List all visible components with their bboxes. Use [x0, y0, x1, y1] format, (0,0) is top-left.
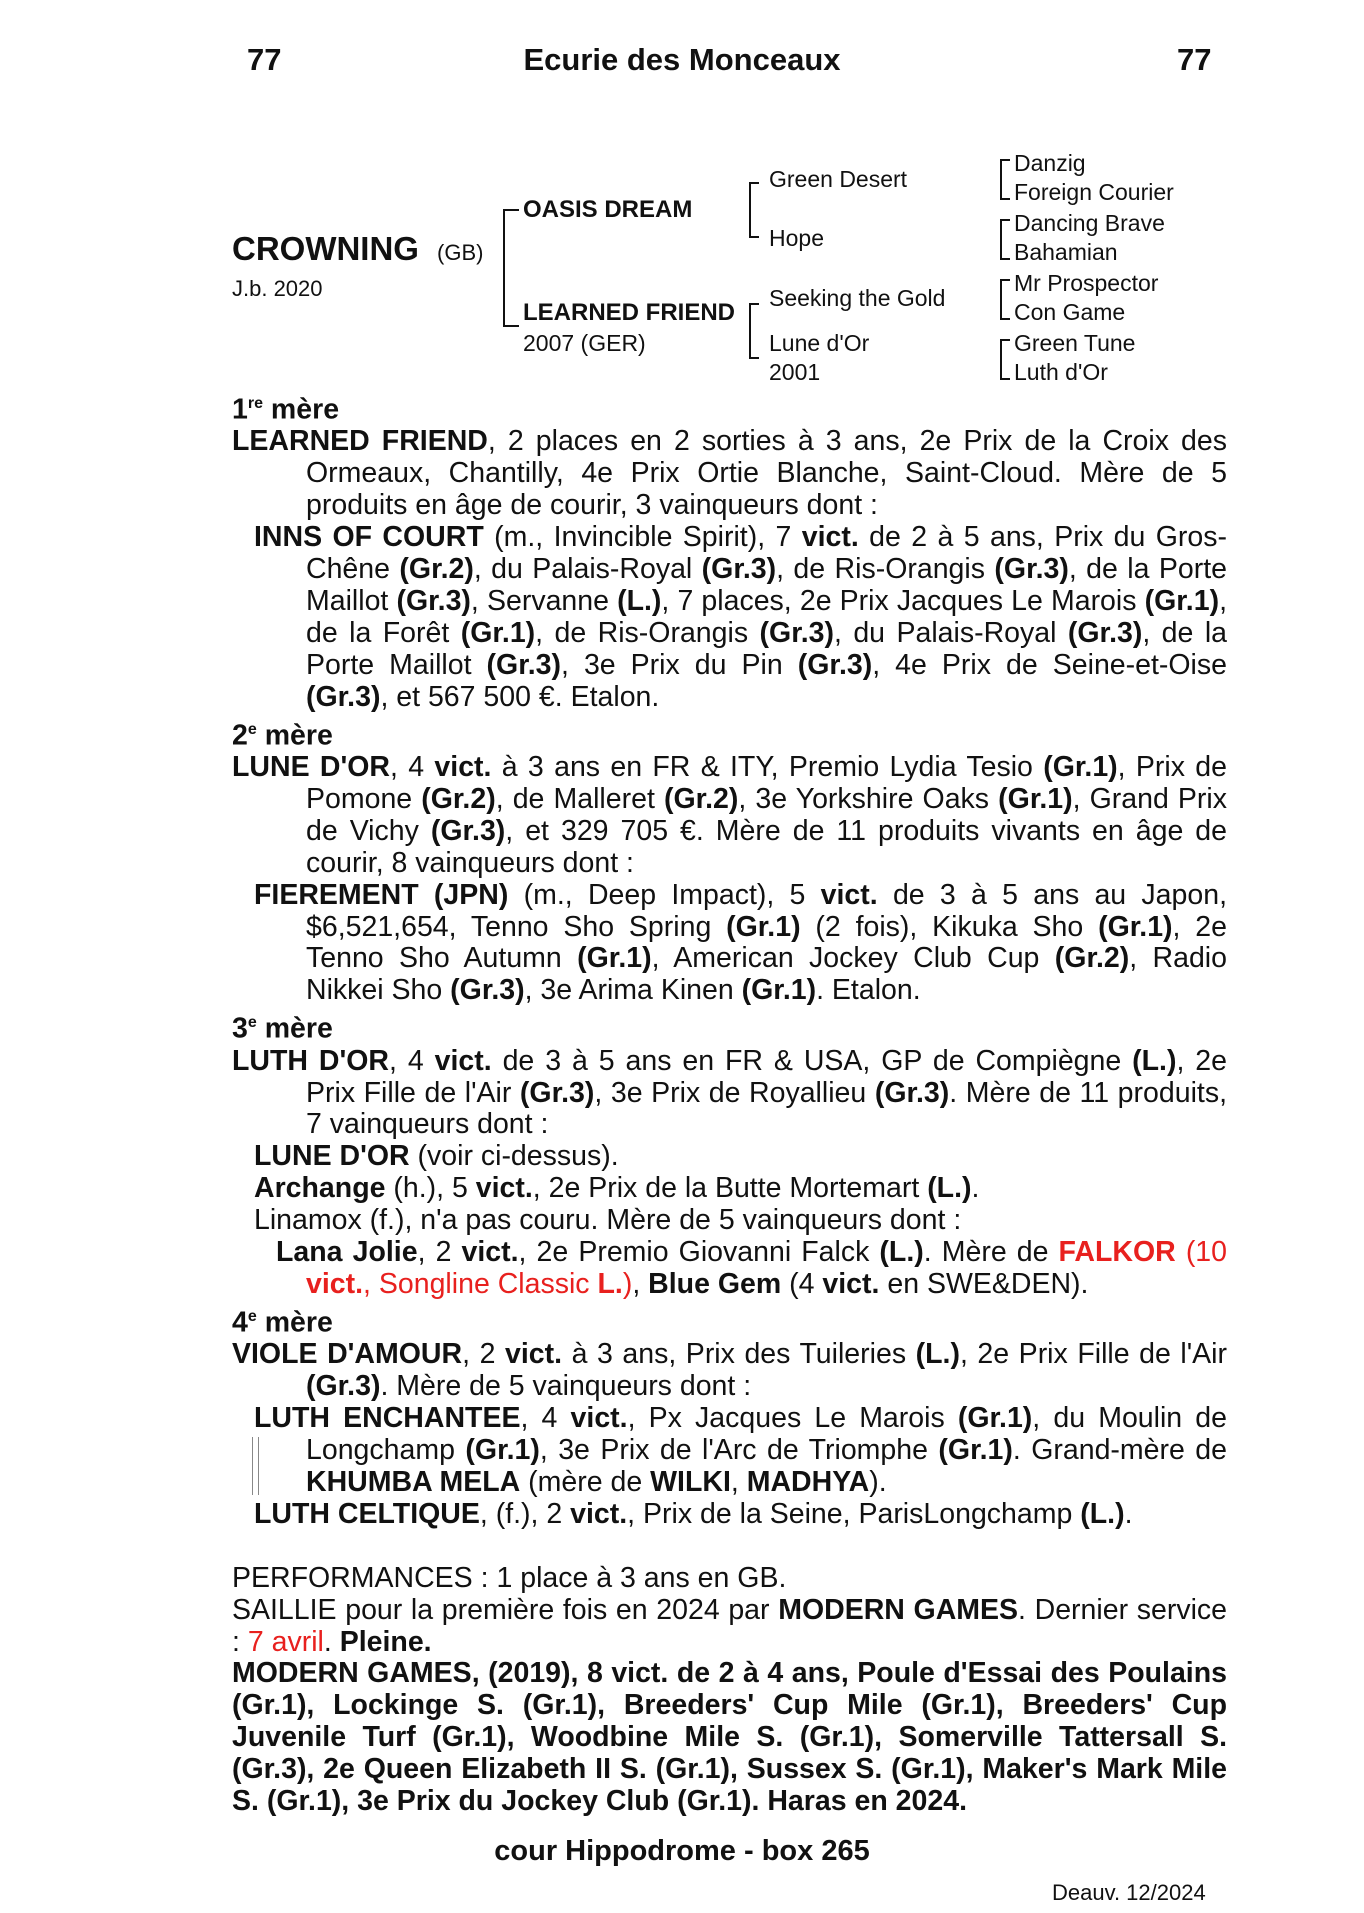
dam-name: LEARNED FRIEND [232, 425, 488, 458]
produce-entry: Archange (h.), 5 vict., 2e Prix de la Butte Mortemart (L.). [254, 1172, 980, 1205]
dam-paragraph: LUTH D'OR, 4 vict. de 3 à 5 ans en FR & USA, GP de Compiègne (L.), 2e Prix Fille de l'Air (Gr.3), 3e Prix de Royallieu (Gr.3). Mère de 11 produits, 7 vainqueurs dont : [232, 1044, 1227, 1141]
pedigree-gen2: Lune d'Or [769, 330, 870, 356]
horse-name: CROWNING [232, 230, 419, 267]
dam-paragraph: VIOLE D'AMOUR, 2 vict. à 3 ans, Prix des Tuileries (L.), 2e Prix Fille de l'Air (Gr.3). Mère de 5 vainqueurs dont : [232, 1338, 1227, 1403]
page-title: Ecurie des Monceaux [523, 42, 841, 77]
pedigree-bracket-1 [503, 209, 519, 327]
pedigree-gen3: Foreign Courier [1014, 179, 1174, 205]
stall-location: cour Hippodrome - box 265 [494, 1835, 870, 1867]
stallion-record: MODERN GAMES, (2019), 8 vict. de 2 à 4 ans, Poule d'Essai des Poulains (Gr.1), Lockinge S. (Gr.1), Breeders' Cup Mile (Gr.1), Breeders' Cup Juvenile Turf (Gr.1), Woodbine Mile S. (Gr.1), Somerville Tattersall S. (Gr.3), 2e Queen Elizabeth II S. (Gr.1), Sussex S. (Gr.1), Maker's Mark Mile S. (Gr.1), 3e Prix du Jockey Club (Gr.1). Haras en 2024. [232, 1657, 1227, 1818]
pedigree-gen3: Luth d'Or [1014, 359, 1108, 385]
pedigree-bracket-3 [1000, 159, 1010, 200]
section-heading-3: 3e mère [232, 1012, 333, 1045]
lot-number-left: 77 [247, 42, 282, 77]
horse-country: (GB) [437, 240, 484, 265]
pedigree-gen3: Danzig [1014, 150, 1086, 176]
produce-entry: FIEREMENT (JPN) (m., Deep Impact), 5 vict. de 3 à 5 ans au Japon, $6,521,654, Tenno Sho Spring (Gr.1) (2 fois), Kikuka Sho (Gr.1), 2e Tenno Sho Autumn (Gr.1), American Jockey Club Cup (Gr.2), Radio Nikkei Sho (Gr.3), 3e Arima Kinen (Gr.1). Etalon. [254, 878, 1227, 1007]
produce-entry: INNS OF COURT (m., Invincible Spirit), 7 vict. de 2 à 5 ans, Prix du Gros-Chêne (Gr.2), du Palais-Royal (Gr.3), de Ris-Orangis (Gr.3), de la Porte Maillot (Gr.3), Servanne (L.), 7 places, 2e Prix Jacques Le Marois (Gr.1), de la Forêt (Gr.1), de Ris-Orangis (Gr.3), du Palais-Royal (Gr.3), de la Porte Maillot (Gr.3), 3e Prix du Pin (Gr.3), 4e Prix de Seine-et-Oise (Gr.3), et 567 500 €. Etalon. [254, 521, 1228, 713]
performances: PERFORMANCES : 1 place à 3 ans en GB. [232, 1561, 787, 1594]
dam-info: 2007 (GER) [523, 330, 646, 356]
produce-entry: Lana Jolie, 2 vict., 2e Premio Giovanni Falck (L.). Mère de FALKOR (10 vict., Songline Classic L.), Blue Gem (4 vict. en SWE&DEN). [276, 1236, 1228, 1300]
dam-paragraph: LUNE D'OR, 4 vict. à 3 ans en FR & ITY, Premio Lydia Tesio (Gr.1), Prix de Pomone (Gr.2), de Malleret (Gr.2), 3e Yorkshire Oaks (Gr.1), Grand Prix de Vichy (Gr.3), et 329 705 €. Mère de 11 produits vivants en âge de courir, 8 vainqueurs dont : [232, 750, 1228, 879]
pedigree-gen3: Bahamian [1014, 239, 1118, 265]
pedigree-gen3: Mr Prospector [1014, 270, 1159, 296]
dam-paragraph: LEARNED FRIEND, 2 places en 2 sorties à 3 ans, 2e Prix de la Croix des Ormeaux, Chantilly, 4e Prix Ortie Blanche, Saint-Cloud. Mère de 5 produits en âge de courir, 3 vainqueurs dont : [232, 425, 1227, 522]
saillie: SAILLIE pour la première fois en 2024 par MODERN GAMES. Dernier service : 7 avril. Pleine. [232, 1593, 1228, 1658]
dam-name: LEARNED FRIEND [523, 299, 736, 326]
pedigree-gen2: Hope [769, 225, 824, 251]
pedigree-gen2: Green Desert [769, 166, 908, 192]
section-heading-2: 2e mère [232, 719, 333, 752]
margin-mark [252, 1437, 259, 1495]
section-heading-4: 4e mère [232, 1306, 333, 1339]
section-heading-1: 1re mère [232, 393, 340, 426]
pedigree-gen2-note: 2001 [769, 359, 821, 385]
catalogue-body [232, 388, 1227, 1818]
sire-name: OASIS DREAM [523, 196, 693, 223]
pedigree-gen3: Con Game [1014, 299, 1126, 325]
pedigree-gen3: Dancing Brave [1014, 210, 1165, 236]
highlight-falkor: FALKOR [1058, 1236, 1176, 1269]
pedigree-gen2: Seeking the Gold [769, 285, 946, 311]
horse-desc: J.b. 2020 [232, 276, 323, 301]
pedigree-bracket-3 [1000, 219, 1010, 260]
pedigree-bracket-2b [749, 303, 759, 359]
pedigree-gen3: Green Tune [1014, 330, 1136, 356]
produce-entry: LUTH ENCHANTEE, 4 vict., Px Jacques Le Marois (Gr.1), du Moulin de Longchamp (Gr.1), 3e Prix de l'Arc de Triomphe (Gr.1). Grand-mère de KHUMBA MELA (mère de WILKI, MADHYA). [254, 1402, 1228, 1498]
produce-entry: LUNE D'OR (voir ci-dessus). [254, 1140, 619, 1173]
produce-entry: Linamox (f.), n'a pas couru. Mère de 5 vainqueurs dont : [254, 1204, 962, 1237]
produce-entry: LUTH CELTIQUE, (f.), 2 vict., Prix de la Seine, ParisLongchamp (L.). [254, 1497, 1133, 1530]
lot-number-right: 77 [1177, 42, 1212, 77]
pedigree-bracket-3 [1000, 339, 1010, 380]
pedigree-bracket-2a [749, 182, 759, 238]
sale-reference: Deauv. 12/2024 [1052, 1880, 1206, 1905]
pedigree-bracket-3 [1000, 279, 1010, 320]
